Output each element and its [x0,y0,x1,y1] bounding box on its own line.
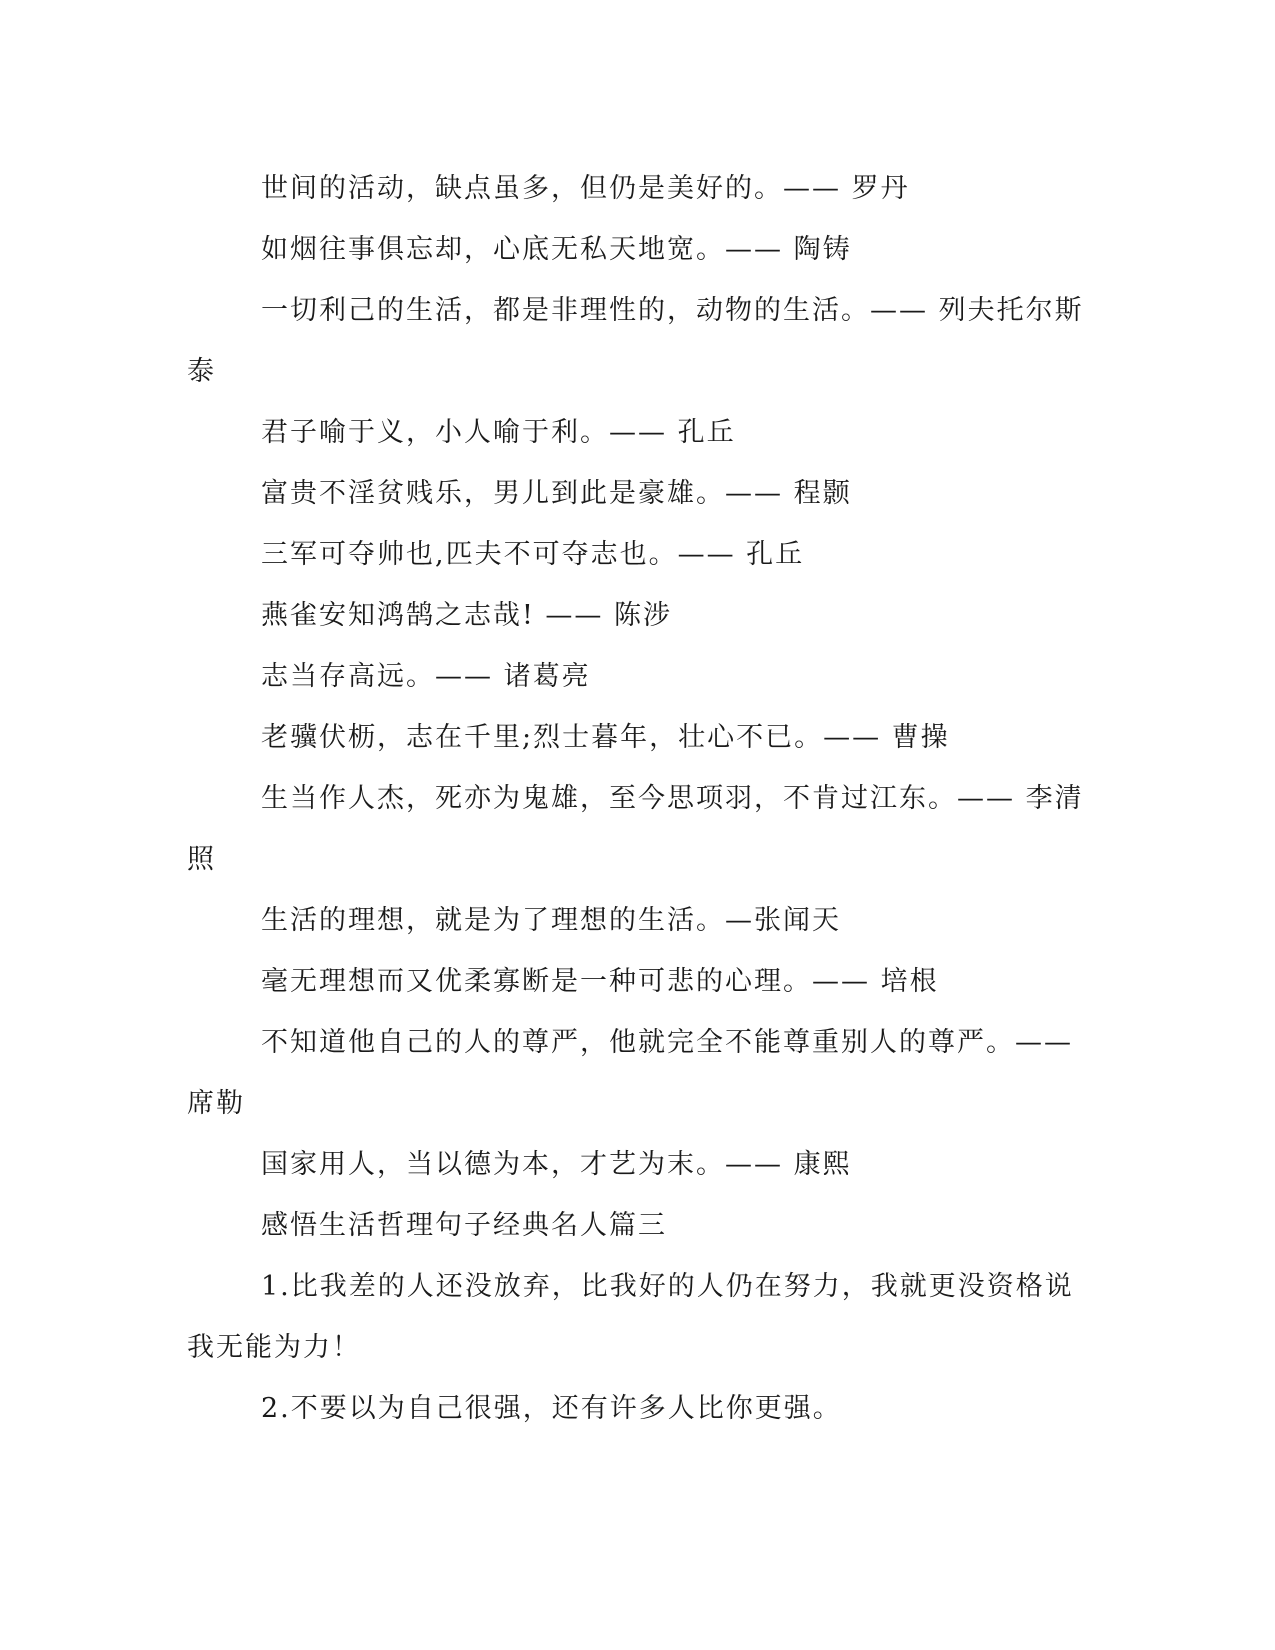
document-body [187,158,1087,1439]
paragraph: 三军可夺帅也,匹夫不可夺志也。—— 孔丘 [261,539,805,570]
paragraph: 毫无理想而又优柔寡断是一种可悲的心理。—— 培根 [261,966,939,997]
paragraph: 生当作人杰，死亦为鬼雄，至今思项羽，不肯过江东。—— 李清照 [187,783,1084,875]
paragraph: 世间的活动，缺点虽多，但仍是美好的。—— 罗丹 [261,173,910,204]
paragraph: 燕雀安知鸿鹄之志哉! —— 陈涉 [261,600,673,631]
paragraph: 1.比我差的人还没放弃，比我好的人仍在努力，我就更没资格说我无能为力！ [187,1271,1074,1363]
paragraph: 一切利己的生活，都是非理性的，动物的生活。—— 列夫托尔斯泰 [187,295,1084,387]
paragraph: 老骥伏枥，志在千里;烈士暮年，壮心不已。—— 曹操 [261,722,950,753]
paragraph: 富贵不淫贫贱乐，男儿到此是豪雄。—— 程颢 [261,478,852,509]
section-heading: 感悟生活哲理句子经典名人篇三 [261,1210,667,1241]
paragraph: 君子喻于义，小人喻于利。—— 孔丘 [261,417,736,448]
paragraph: 2.不要以为自己很强，还有许多人比你更强。 [261,1393,842,1424]
paragraph: 志当存高远。—— 诸葛亮 [261,661,591,692]
paragraph: 生活的理想，就是为了理想的生活。—张闻天 [261,905,841,936]
paragraph: 如烟往事俱忘却，心底无私天地宽。—— 陶铸 [261,234,852,265]
paragraph: 国家用人，当以德为本，才艺为末。—— 康熙 [261,1149,852,1180]
paragraph: 不知道他自己的人的尊严，他就完全不能尊重别人的尊严。——席勒 [187,1027,1073,1119]
